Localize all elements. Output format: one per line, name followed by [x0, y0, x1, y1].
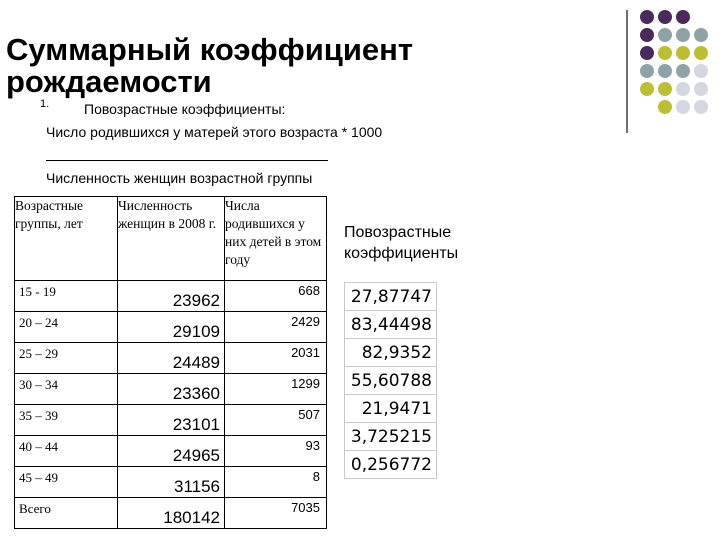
coefficient-row — [345, 367, 437, 395]
decorative-dot — [658, 10, 672, 24]
table-row — [15, 405, 327, 436]
title-line-1: Суммарный коэффициент — [6, 32, 414, 67]
decorative-dot — [658, 28, 672, 42]
decorative-dot — [676, 46, 690, 60]
women-count-cell: 24489 — [118, 343, 225, 374]
coefficient-value: 27,87747 — [345, 283, 437, 311]
coefficient-row — [345, 283, 437, 311]
header-births: Числа родившихся у них детей в этом году — [225, 197, 327, 281]
decorative-dot — [694, 100, 708, 114]
table-row — [15, 343, 327, 374]
decorative-dot — [658, 64, 672, 78]
decorative-dot — [676, 10, 690, 24]
births-cell: 507 — [225, 405, 327, 436]
age-cell: 20 – 24 — [15, 312, 118, 343]
coefficients-heading — [344, 222, 458, 264]
table-row — [15, 498, 327, 529]
births-cell: 668 — [225, 281, 327, 312]
women-count-cell: 29109 — [118, 312, 225, 343]
coefficient-row — [345, 451, 437, 479]
coefficient-row — [345, 395, 437, 423]
table-row — [15, 374, 327, 405]
age-cell: 30 – 34 — [15, 374, 118, 405]
decorative-dot — [694, 46, 708, 60]
formula-numerator: Число родившихся у матерей этого возраста * 1000 — [46, 124, 383, 140]
coefficients-heading-line-2: коэффициенты — [344, 245, 459, 262]
coefficient-value: 83,44498 — [345, 311, 437, 339]
coefficient-value: 0,256772 — [345, 451, 437, 479]
decorative-dot — [640, 82, 654, 96]
births-cell: 93 — [225, 436, 327, 467]
age-cell: 45 – 49 — [15, 467, 118, 498]
coefficient-value: 82,9352 — [345, 339, 437, 367]
births-cell: 2429 — [225, 312, 327, 343]
age-cell: 25 – 29 — [15, 343, 118, 374]
coefficient-value: 3,725215 — [345, 423, 437, 451]
coefficient-row — [345, 423, 437, 451]
decorative-dot — [694, 64, 708, 78]
decorative-dot — [640, 64, 654, 78]
decorative-dot — [694, 28, 708, 42]
decorative-dot — [676, 100, 690, 114]
women-count-cell: 23962 — [118, 281, 225, 312]
coefficient-row — [345, 311, 437, 339]
age-cell: 40 – 44 — [15, 436, 118, 467]
decorative-dot — [676, 82, 690, 96]
decorative-dot — [676, 28, 690, 42]
data-table — [14, 196, 327, 529]
formula-heading: Повозрастные коэффициенты: — [84, 101, 286, 117]
coefficients-table — [344, 282, 437, 479]
age-cell: Всего — [15, 498, 118, 529]
decorative-dot — [640, 10, 654, 24]
header-women-count: Численность женщин в 2008 г. — [118, 197, 225, 281]
births-cell: 2031 — [225, 343, 327, 374]
table-row — [15, 436, 327, 467]
decorative-dot — [658, 82, 672, 96]
coefficient-value: 55,60788 — [345, 367, 437, 395]
women-count-cell: 23101 — [118, 405, 225, 436]
births-cell: 7035 — [225, 498, 327, 529]
page-title — [6, 34, 413, 98]
table-row — [15, 312, 327, 343]
women-count-cell: 23360 — [118, 374, 225, 405]
header-age-groups: Возрастные группы, лет — [15, 197, 118, 281]
decorative-dot — [658, 100, 672, 114]
decorative-divider — [626, 10, 628, 133]
women-count-cell: 24965 — [118, 436, 225, 467]
decorative-dot — [676, 64, 690, 78]
women-count-cell: 180142 — [118, 498, 225, 529]
coefficient-value: 21,9471 — [345, 395, 437, 423]
decorative-dot — [694, 82, 708, 96]
decorative-dot — [658, 46, 672, 60]
coefficient-row — [345, 339, 437, 367]
age-cell: 35 – 39 — [15, 405, 118, 436]
age-cell: 15 - 19 — [15, 281, 118, 312]
births-cell: 1299 — [225, 374, 327, 405]
table-header-row — [15, 197, 327, 281]
decorative-dot — [640, 28, 654, 42]
decorative-dot — [640, 46, 654, 60]
table-row — [15, 281, 327, 312]
women-count-cell: 31156 — [118, 467, 225, 498]
table-row — [15, 467, 327, 498]
births-cell: 8 — [225, 467, 327, 498]
formula-number: 1. — [40, 98, 50, 110]
formula-denominator: Численность женщин возрастной группы — [46, 170, 313, 186]
fraction-line — [46, 160, 328, 161]
title-line-2: рождаемости — [6, 64, 212, 99]
coefficients-heading-line-1: Повозрастные — [344, 224, 452, 241]
